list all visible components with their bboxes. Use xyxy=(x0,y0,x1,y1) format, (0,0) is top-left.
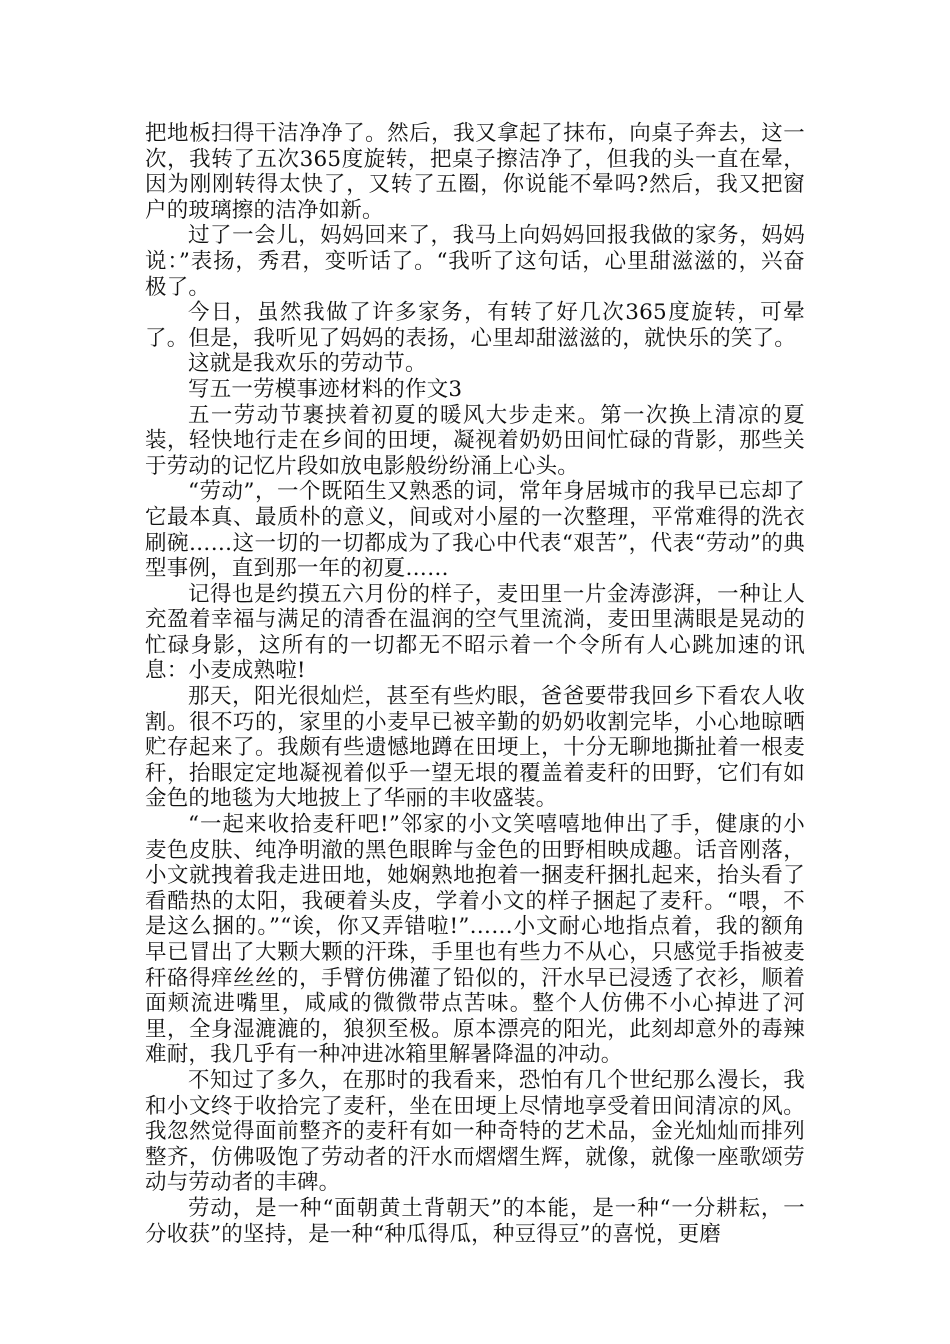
paragraph-continued: 把地板扫得干洁净净了。然后，我又拿起了抹布，向桌子奔去，这一次，我转了五次365度旋转，把桌子擦洁净了，但我的头一直在晕，因为刚刚转得太快了，又转了五圈，你说能不晕吗?然后，我又把窗户的玻璃擦的洁净如新。 xyxy=(145,121,805,223)
paragraph: 那天，阳光很灿烂，甚至有些灼眼，爸爸要带我回乡下看农人收割。很不巧的，家里的小麦早已被辛勤的奶奶收割完毕，小心地晾晒贮存起来了。我颇有些遗憾地蹲在田埂上，十分无聊地撕扯着一根麦秆，抬眼定定地凝视着似乎一望无垠的覆盖着麦秆的田野，它们有如金色的地毯为大地披上了华丽的丰收盛装。 xyxy=(145,684,805,812)
paragraph: 劳动，是一种“面朝黄土背朝天”的本能，是一种“一分耕耘，一分收获”的坚持，是一种“种瓜得瓜，种豆得豆”的喜悦，更磨 xyxy=(145,1195,805,1247)
paragraph: 这就是我欢乐的劳动节。 xyxy=(188,351,427,377)
paragraph: 不知过了多久，在那时的我看来，恐怕有几个世纪那么漫长，我和小文终于收拾完了麦秆，坐在田埂上尽情地享受着田间清凉的风。我忽然觉得面前整齐的麦秆有如一种奇特的艺术品，金光灿灿而排列整齐，仿佛吸饱了劳动者的汗水而熠熠生辉，就像，就像一座歌颂劳动与劳动者的丰碑。 xyxy=(145,1067,805,1196)
paragraph: 今日，虽然我做了许多家务，有转了好几次365度旋转，可晕了。但是，我听见了妈妈的表扬，心里却甜滋滋的，就快乐的笑了。 xyxy=(145,300,805,351)
document-body xyxy=(145,121,805,1247)
section-heading: 写五一劳模事迹材料的作文3 xyxy=(188,376,463,402)
paragraph: 过了一会儿，妈妈回来了，我马上向妈妈回报我做的家务，妈妈说：”表扬，秀君，变听话了。“我听了这句话，心里甜滋滋的，兴奋极了。 xyxy=(145,223,805,300)
paragraph: “劳动”，一个既陌生又熟悉的词，常年身居城市的我早已忘却了它最本真、最质朴的意义，间或对小屋的一次整理，平常难得的洗衣刷碗……这一切的一切都成为了我心中代表“艰苦”，代表“劳动”的典型事例，直到那一年的初夏…… xyxy=(145,479,805,582)
paragraph: “一起来收拾麦秆吧!”邻家的小文笑嘻嘻地伸出了手，健康的小麦色皮肤、纯净明澈的黑色眼眸与金色的田野相映成趣。话音刚落，小文就拽着我走进田地，她娴熟地抱着一捆麦秆捆扎起来，抬头看了看酷热的太阳，我硬着头皮，学着小文的样子捆起了麦秆。“喂，不是这么捆的。”“诶，你又弄错啦!”……小文耐心地指点着，我的额角早已冒出了大颗大颗的汗珠，手里也有些力不从心，只感觉手指被麦秆硌得痒丝丝的，手臂仿佛灌了铅似的，汗水早已浸透了衣衫，顺着面颊流进嘴里，咸咸的微微带点苦味。整个人仿佛不小心掉进了河里，全身湿漉漉的，狼狈至极。原本漂亮的阳光，此刻却意外的毒辣难耐，我几乎有一种冲进冰箱里解暑降温的冲动。 xyxy=(145,812,805,1068)
paragraph: 五一劳动节裹挟着初夏的暖风大步走来。第一次换上清凉的夏装，轻快地行走在乡间的田埂，凝视着奶奶田间忙碌的背影，那些关于劳动的记忆片段如放电影般纷纷涌上心头。 xyxy=(145,402,805,479)
paragraph: 记得也是约摸五六月份的样子，麦田里一片金涛澎湃，一种让人充盈着幸福与满足的清香在温润的空气里流淌，麦田里满眼是晃动的忙碌身影，这所有的一切都无不昭示着一个令所有人心跳加速的讯息：小麦成熟啦! xyxy=(145,581,805,684)
